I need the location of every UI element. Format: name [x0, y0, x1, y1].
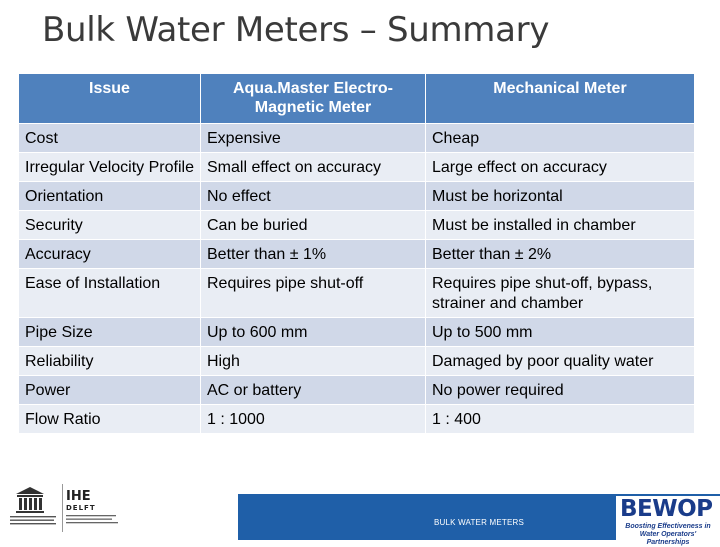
- cell-mechanical: 1 : 400: [426, 405, 695, 434]
- cell-issue: Power: [19, 376, 201, 405]
- bewop-logo: [616, 496, 720, 546]
- table-row: [19, 153, 695, 182]
- header-issue: Issue: [19, 74, 201, 124]
- bewop-logo-text: BEWOP: [620, 496, 713, 522]
- table-row: [19, 318, 695, 347]
- footer-text: BULK WATER METERS: [433, 518, 525, 527]
- bewop-tagline: Boosting Effectiveness in Water Operators' Partnerships: [625, 523, 711, 546]
- cell-electromagnetic: No effect: [201, 182, 426, 211]
- cell-issue: Irregular Velocity Profile: [19, 153, 201, 182]
- table-header-row: [19, 74, 695, 124]
- cell-mechanical: Cheap: [426, 124, 695, 153]
- cell-mechanical: Requires pipe shut-off, bypass, strainer and chamber: [426, 269, 695, 318]
- summary-table: [18, 73, 695, 434]
- cell-electromagnetic: Can be buried: [201, 211, 426, 240]
- cell-electromagnetic: Better than ± 1%: [201, 240, 426, 269]
- table-row: [19, 376, 695, 405]
- ihe-logo-text: IHE: [66, 489, 91, 504]
- cell-issue: Reliability: [19, 347, 201, 376]
- cell-issue: Cost: [19, 124, 201, 153]
- unesco-temple-icon: [8, 480, 123, 538]
- table-row: [19, 405, 695, 434]
- cell-mechanical: Up to 500 mm: [426, 318, 695, 347]
- header-mechanical: Mechanical Meter: [426, 74, 695, 124]
- cell-issue: Accuracy: [19, 240, 201, 269]
- cell-mechanical: Large effect on accuracy: [426, 153, 695, 182]
- cell-mechanical: Must be installed in chamber: [426, 211, 695, 240]
- table-row: [19, 240, 695, 269]
- table-row: [19, 347, 695, 376]
- cell-mechanical: No power required: [426, 376, 695, 405]
- cell-issue: Pipe Size: [19, 318, 201, 347]
- cell-electromagnetic: Small effect on accuracy: [201, 153, 426, 182]
- table-row: [19, 124, 695, 153]
- cell-mechanical: Better than ± 2%: [426, 240, 695, 269]
- cell-issue: Security: [19, 211, 201, 240]
- table-row: [19, 182, 695, 211]
- cell-electromagnetic: Up to 600 mm: [201, 318, 426, 347]
- table-row: [19, 211, 695, 240]
- cell-electromagnetic: Requires pipe shut-off: [201, 269, 426, 318]
- header-electromagnetic: Aqua.Master Electro-Magnetic Meter: [201, 74, 426, 124]
- cell-electromagnetic: 1 : 1000: [201, 405, 426, 434]
- delft-logo-text: DELFT: [66, 504, 96, 512]
- slide-title: Bulk Water Meters – Summary: [42, 10, 550, 50]
- table-row: [19, 269, 695, 318]
- unesco-ihe-logo: [8, 480, 123, 538]
- cell-issue: Flow Ratio: [19, 405, 201, 434]
- cell-electromagnetic: High: [201, 347, 426, 376]
- cell-electromagnetic: AC or battery: [201, 376, 426, 405]
- cell-issue: Ease of Installation: [19, 269, 201, 318]
- cell-issue: Orientation: [19, 182, 201, 211]
- cell-electromagnetic: Expensive: [201, 124, 426, 153]
- cell-mechanical: Must be horizontal: [426, 182, 695, 211]
- cell-mechanical: Damaged by poor quality water: [426, 347, 695, 376]
